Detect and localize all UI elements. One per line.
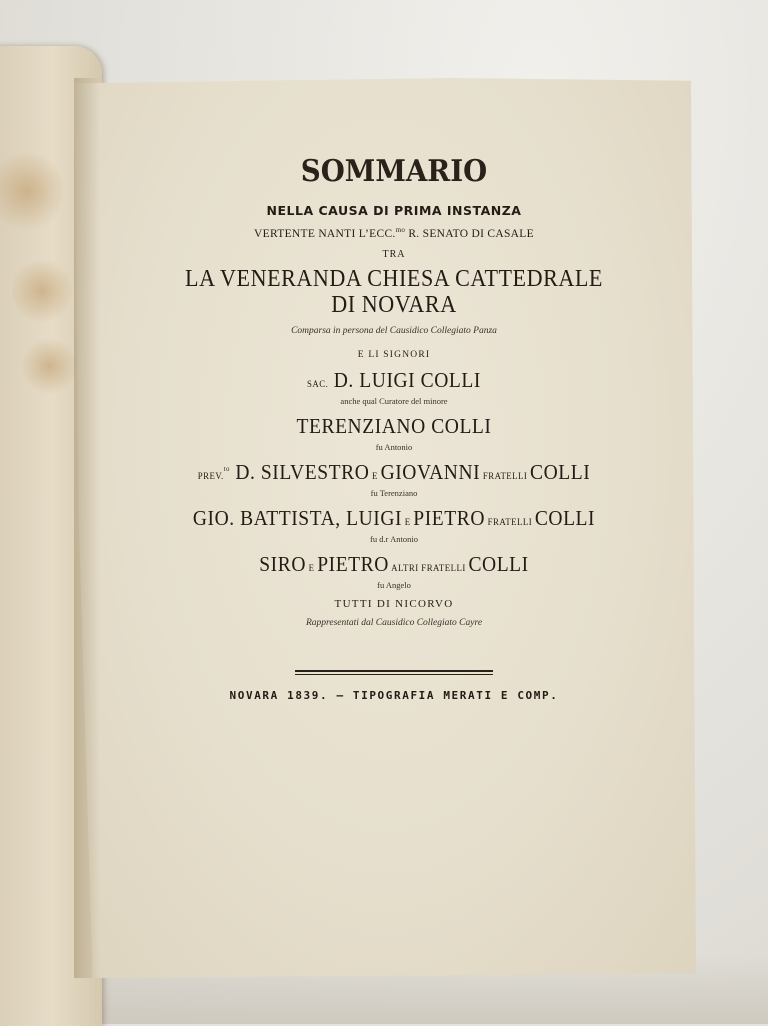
person-name-part: PIETRO [317,551,389,576]
person-name-part: SIRO [259,551,306,576]
person-terenziano-colli: TERENZIANO COLLI [296,413,492,438]
court-line-post: R. SENATO DI CASALE [405,227,534,240]
party-church-line2: DI NOVARA [331,291,457,318]
page-gutter-shadow [74,78,100,978]
double-rule [295,670,493,675]
person-luigi-colli [130,368,658,393]
person-name-part: GIO. BATTISTA, LUIGI [192,505,403,530]
court-line-pre: VERTENTE NANTI L’ECC. [254,227,396,240]
person-name-part: GIOVANNI [380,459,481,484]
case-subtitle: NELLA CAUSA DI PRIMA INSTANZA [266,203,522,218]
foxing-stain [12,256,72,326]
person-relation: FRATELLI [480,471,530,482]
person-note: fu Antonio [375,441,413,452]
person-conjunction: E [369,471,381,482]
person-siro-pietro-colli [130,552,658,577]
foxing-stain [22,336,77,396]
person-prefix: SAC. [307,379,329,390]
person-note: fu Terenziano [370,487,418,498]
tutti-di-nicorvo: TUTTI DI NICORVO [334,597,454,610]
person-note: anche qual Curatore del minore [340,395,448,406]
party-church-line1: LA VENERANDA CHIESA CATTEDRALE [185,265,603,292]
person-note: fu Angelo [377,579,411,590]
court-line-sup: mo [395,226,406,234]
party-church-note: Comparsa in persona del Causidico Collegiato Panza [291,325,497,336]
rule-thick [295,670,493,672]
document-title: SOMMARIO [300,154,488,189]
rappresentati-note: Rappresentati dal Causidico Collegiato Cayre [305,617,483,628]
tra-label: TRA [382,248,406,260]
person-name-part: PIETRO [413,505,486,530]
imprint-line: NOVARA 1839. — TIPOGRAFIA MERATI E COMP. [229,688,559,702]
person-surname: COLLI [468,551,529,576]
title-page-text [110,150,678,702]
person-relation: FRATELLI [485,517,535,528]
person-conjunction: E [305,563,318,574]
person-conjunction: E [402,517,414,528]
person-battista-luigi-pietro-colli [130,506,658,531]
person-note: fu d.r Antonio [370,533,418,544]
person-relation: ALTRI FRATELLI [388,563,469,574]
person-name: D. LUIGI COLLI [333,367,481,392]
person-name-part: D. SILVESTRO [229,459,370,484]
court-line [110,226,678,240]
person-surname: COLLI [534,505,596,530]
person-silvestro-giovanni-colli [130,460,658,485]
person-surname: COLLI [529,459,591,484]
rule-thin [295,674,493,675]
foxing-stain [0,146,62,236]
e-li-signori-label: E LI SIGNORI [357,349,431,360]
person-prefix-sup: to [223,464,230,473]
person-prefix: PREV. [197,471,224,482]
